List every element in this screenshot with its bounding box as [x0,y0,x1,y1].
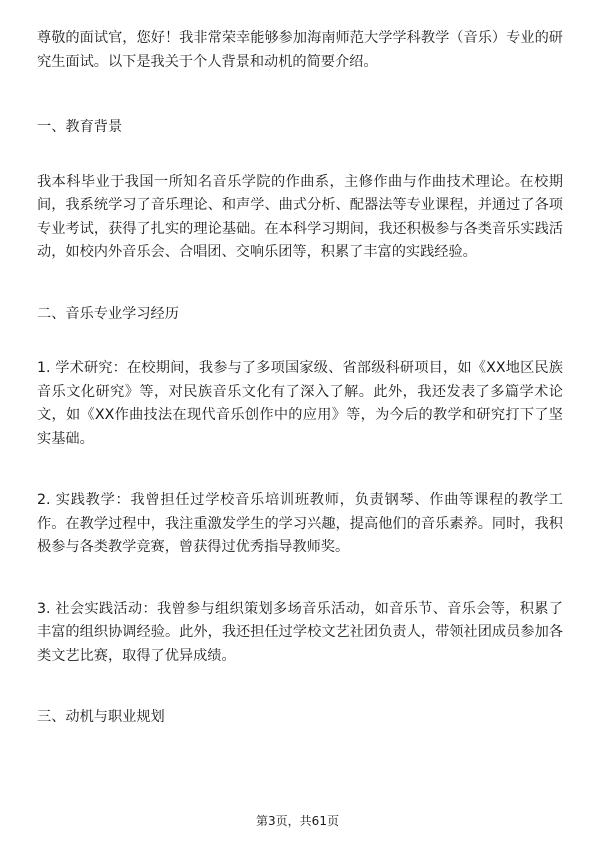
education-paragraph: 我本科毕业于我国一所知名音乐学院的作曲系，主修作曲与作曲技术理论。在校期间，我系统学习了音乐理论、和声学、曲式分析、配器法等专业课程，并通过了各项专业考试，获得了扎实的理论基础。在本科学习期间，我还积极参与各类音乐实践活动，如校内外音乐会、合唱团、交响乐团等，积累了丰富的实践经验。 [37,173,563,260]
intro-paragraph: 尊敬的面试官，您好！我非常荣幸能够参加海南师范大学学科教学（音乐）专业的研究生面试。以下是我关于个人背景和动机的简要介绍。 [37,30,563,70]
page-number: 第3页，共61页 [256,814,339,828]
section-heading-education: 一、教育背景 [37,119,123,135]
section-heading-music-study: 二、音乐专业学习经历 [37,305,179,322]
list-item-academic-research: 1. 学术研究：在校期间，我参与了多项国家级、省部级科研项目，如《XX地区民族音乐文化研究》等，对民族音乐文化有了深入了解。此外，我还发表了多篇学术论文，如《XX作曲技法在现代音乐创作中的应用》等，为今后的教学和研究打下了坚实基础。 [37,360,563,447]
list-item-social-practice: 3. 社会实践活动：我曾参与组织策划多场音乐活动，如音乐节、音乐会等，积累了丰富的组织协调经验。此外，我还担任过学校文艺社团负责人，带领社团成员参加各类文艺比赛，取得了优异成绩。 [37,600,563,664]
section-heading-motivation: 三、动机与职业规划 [37,709,165,725]
list-item-teaching-practice: 2. 实践教学：我曾担任过学校音乐培训班教师，负责钢琴、作曲等课程的教学工作。在教学过程中，我注重激发学生的学习兴趣，提高他们的音乐素养。同时，我积极参与各类教学竞赛，曾获得过优秀指导教师奖。 [37,492,563,555]
document-body [37,27,563,730]
